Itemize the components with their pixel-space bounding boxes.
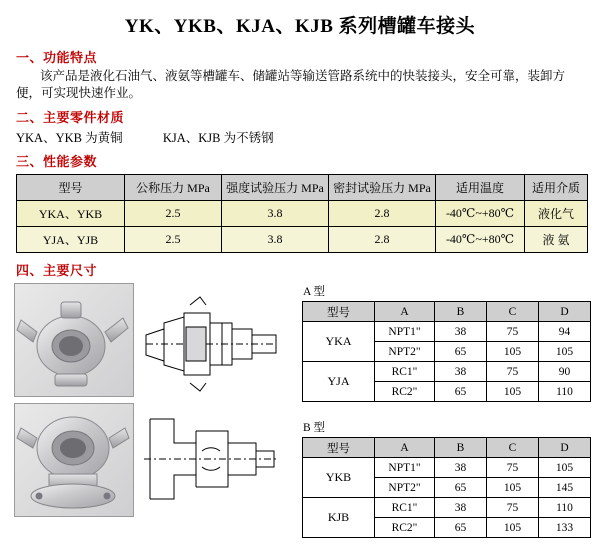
- photo-b-type-coupling: [14, 403, 134, 517]
- perf-col-1: 公称压力 MPa: [125, 175, 222, 201]
- table-row: [17, 201, 588, 227]
- section-heading-materials: 二、主要零件材质: [16, 110, 125, 125]
- perf-r1-c3: 2.8: [329, 227, 436, 253]
- dim-b-col-2: B: [435, 438, 487, 458]
- dimension-table-b: [302, 437, 591, 538]
- table-row: [303, 458, 591, 478]
- dim-a-r3-c4: 110: [539, 382, 591, 402]
- drawing-b-illustration: [140, 403, 282, 515]
- perf-r0-c1: 2.5: [125, 201, 222, 227]
- table-row: [303, 322, 591, 342]
- dim-b-r0-c3: 75: [487, 458, 539, 478]
- materials-line: [16, 128, 586, 146]
- table-row: [17, 227, 588, 253]
- section-heading-features: 一、功能特点: [16, 50, 98, 65]
- performance-table: [16, 174, 588, 253]
- perf-col-0: 型号: [17, 175, 125, 201]
- dim-a-r3-c3: 105: [487, 382, 539, 402]
- drawing-a-illustration: [140, 283, 282, 395]
- perf-r1-c0: YJA、YJB: [17, 227, 125, 253]
- perf-r0-c5: 液化气: [525, 201, 588, 227]
- section-heading-dimensions: 四、主要尺寸: [16, 263, 98, 278]
- dim-a-col-1: A: [375, 302, 435, 322]
- dim-a-r1-c1: NPT2": [375, 342, 435, 362]
- dim-b-col-0: 型号: [303, 438, 375, 458]
- table-row: [303, 498, 591, 518]
- dim-b-r3-c4: 133: [539, 518, 591, 538]
- dim-b-r2-c3: 75: [487, 498, 539, 518]
- perf-r1-c5: 液 氨: [525, 227, 588, 253]
- perf-col-3: 密封试验压力 MPa: [329, 175, 436, 201]
- dim-b-r3-c1: RC2": [375, 518, 435, 538]
- materials-left: YKA、YKB 为黄铜: [16, 131, 123, 145]
- drawing-b-type: [140, 403, 282, 515]
- dim-b-r0-c4: 105: [539, 458, 591, 478]
- dim-a-r2-c1: RC1": [375, 362, 435, 382]
- dim-a-r3-c1: RC2": [375, 382, 435, 402]
- dim-a-r0-c2: 38: [435, 322, 487, 342]
- dim-a-r2-c2: 38: [435, 362, 487, 382]
- dim-b-col-1: A: [375, 438, 435, 458]
- dim-b-r1-c3: 105: [487, 478, 539, 498]
- label-b-type: B 型: [303, 422, 326, 434]
- table-row: [303, 362, 591, 382]
- dim-a-col-4: D: [539, 302, 591, 322]
- perf-r1-c4: -40℃~+80℃: [436, 227, 525, 253]
- dim-a-r0-c4: 94: [539, 322, 591, 342]
- perf-col-5: 适用介质: [525, 175, 588, 201]
- dim-b-model-ykb: YKB: [303, 458, 375, 498]
- photo-a-type-coupling: [14, 283, 134, 397]
- dim-a-r1-c4: 105: [539, 342, 591, 362]
- dim-b-r3-c2: 65: [435, 518, 487, 538]
- photo-b-illustration: [15, 404, 133, 516]
- drawing-a-type: [140, 283, 282, 395]
- dimension-tables: [282, 283, 591, 555]
- perf-r1-c2: 3.8: [222, 227, 329, 253]
- dim-a-model-yja: YJA: [303, 362, 375, 402]
- dim-b-r1-c4: 145: [539, 478, 591, 498]
- perf-col-4: 适用温度: [436, 175, 525, 201]
- dim-a-col-2: B: [435, 302, 487, 322]
- section-heading-performance: 三、性能参数: [16, 154, 98, 169]
- dim-b-r3-c3: 105: [487, 518, 539, 538]
- perf-r0-c0: YKA、YKB: [17, 201, 125, 227]
- dim-b-col-4: D: [539, 438, 591, 458]
- dim-b-r2-c1: RC1": [375, 498, 435, 518]
- perf-r1-c1: 2.5: [125, 227, 222, 253]
- dimension-table-a: [302, 301, 591, 402]
- dim-a-r2-c4: 90: [539, 362, 591, 382]
- table-header-row: [303, 438, 591, 458]
- features-body: 该产品是液化石油气、液氨等槽罐车、储罐站等输送管路系统中的快装接头，安全可靠，装卸方便，可实现快速作业。: [16, 69, 566, 100]
- dim-a-r3-c2: 65: [435, 382, 487, 402]
- dim-a-model-yka: YKA: [303, 322, 375, 362]
- dim-b-col-3: C: [487, 438, 539, 458]
- figure-a-type: [14, 283, 282, 395]
- dim-b-model-kjb: KJB: [303, 498, 375, 538]
- dim-a-col-3: C: [487, 302, 539, 322]
- perf-r0-c3: 2.8: [329, 201, 436, 227]
- dim-b-r1-c1: NPT2": [375, 478, 435, 498]
- materials-right: KJA、KJB 为不锈钢: [162, 131, 274, 145]
- dim-a-r0-c3: 75: [487, 322, 539, 342]
- dimensions-area: [14, 283, 586, 555]
- perf-r0-c2: 3.8: [222, 201, 329, 227]
- dim-a-r1-c2: 65: [435, 342, 487, 362]
- dim-a-r1-c3: 105: [487, 342, 539, 362]
- dim-b-r2-c2: 38: [435, 498, 487, 518]
- table-header-row: [303, 302, 591, 322]
- label-a-type: A 型: [303, 286, 326, 298]
- dim-a-r2-c3: 75: [487, 362, 539, 382]
- dim-b-r1-c2: 65: [435, 478, 487, 498]
- dim-b-r0-c2: 38: [435, 458, 487, 478]
- photo-a-illustration: [15, 284, 133, 396]
- perf-col-2: 强度试验压力 MPa: [222, 175, 329, 201]
- page-title: YK、YKB、KJA、KJB 系列槽罐车接头: [124, 16, 476, 37]
- perf-r0-c4: -40℃~+80℃: [436, 201, 525, 227]
- figure-column: [14, 283, 282, 555]
- dim-a-r0-c1: NPT1": [375, 322, 435, 342]
- dim-b-r2-c4: 110: [539, 498, 591, 518]
- table-header-row: [17, 175, 588, 201]
- dim-b-r0-c1: NPT1": [375, 458, 435, 478]
- figure-b-type: [14, 403, 282, 515]
- dim-a-col-0: 型号: [303, 302, 375, 322]
